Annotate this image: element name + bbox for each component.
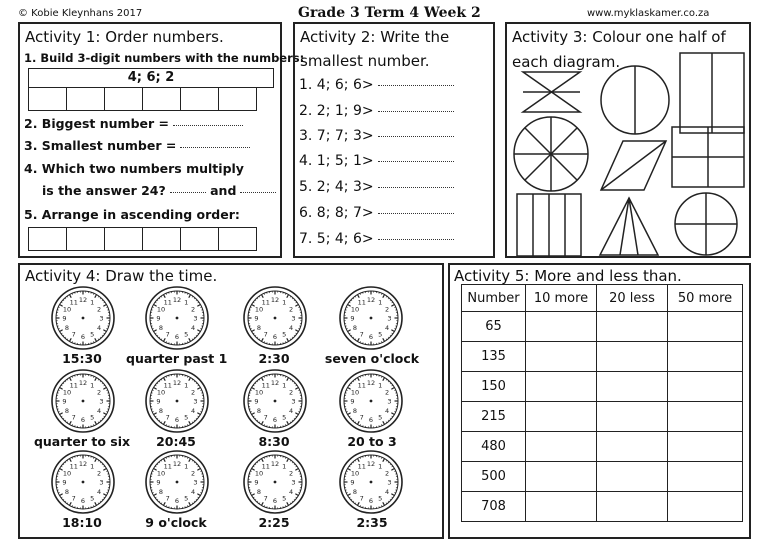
- answer-cell[interactable]: [668, 432, 743, 462]
- svg-text:5: 5: [184, 494, 189, 503]
- item-label: 1. 4; 6; 6>: [299, 77, 374, 93]
- q2-label: 2. Biggest number =: [24, 116, 169, 131]
- svg-text:12: 12: [172, 460, 182, 468]
- svg-text:10: 10: [254, 388, 264, 397]
- svg-text:6: 6: [368, 416, 374, 424]
- rectangle-strips-shape[interactable]: [517, 194, 581, 256]
- activity3-title-line1: Activity 3: Colour one half of: [512, 28, 726, 46]
- number-cell: 135: [462, 342, 526, 372]
- circle-quarters-shape[interactable]: [675, 193, 737, 255]
- answer-cell[interactable]: [67, 88, 105, 111]
- svg-text:3: 3: [193, 478, 198, 487]
- activity1-q4a: 4. Which two numbers multiply: [24, 161, 244, 176]
- activity5-panel: [448, 263, 751, 539]
- svg-text:4: 4: [190, 323, 196, 332]
- clock-label: 20 to 3: [347, 434, 397, 449]
- svg-text:10: 10: [254, 469, 264, 478]
- svg-text:10: 10: [350, 305, 360, 314]
- shapes-drawing: [507, 24, 749, 256]
- svg-text:9: 9: [156, 478, 161, 487]
- answer-cell[interactable]: [67, 228, 105, 251]
- svg-text:6: 6: [174, 497, 180, 505]
- answer-cell[interactable]: [29, 88, 67, 111]
- svg-text:4: 4: [384, 487, 390, 496]
- activity2-panel: [293, 22, 495, 258]
- activity1-q3: [24, 138, 250, 153]
- svg-text:5: 5: [90, 413, 95, 422]
- svg-text:10: 10: [350, 388, 360, 397]
- svg-text:12: 12: [270, 460, 280, 468]
- svg-text:1: 1: [378, 462, 383, 471]
- item-label: 2. 2; 1; 9>: [299, 103, 374, 119]
- svg-text:12: 12: [366, 296, 376, 304]
- clock-face-icon[interactable]: [144, 368, 210, 434]
- answer-cell[interactable]: [526, 432, 597, 462]
- clock-face-icon[interactable]: [242, 449, 308, 515]
- answer-cell[interactable]: [219, 228, 257, 251]
- svg-text:2: 2: [96, 469, 102, 478]
- svg-text:11: 11: [261, 462, 270, 471]
- item-label: 7. 5; 4; 6>: [299, 231, 374, 247]
- page-title: Grade 3 Term 4 Week 2: [298, 5, 481, 21]
- number-cell: 480: [462, 432, 526, 462]
- clock-label: 20:45: [156, 434, 196, 449]
- svg-text:7: 7: [263, 413, 268, 422]
- digits-box: 4; 6; 2: [28, 68, 274, 88]
- table-row: [462, 462, 743, 492]
- svg-text:8: 8: [64, 487, 70, 496]
- svg-text:1: 1: [184, 298, 189, 307]
- svg-text:11: 11: [357, 298, 366, 307]
- answer-cell[interactable]: [597, 492, 668, 522]
- svg-text:3: 3: [291, 314, 296, 323]
- clock-label: 18:10: [62, 515, 102, 530]
- svg-text:8: 8: [158, 323, 164, 332]
- svg-text:12: 12: [366, 379, 376, 387]
- clock-label: 2:35: [356, 515, 388, 530]
- activity2-item: [299, 231, 454, 247]
- svg-text:3: 3: [387, 314, 392, 323]
- activity2-item: [299, 103, 454, 119]
- svg-text:1: 1: [90, 381, 95, 390]
- item-label: 6. 8; 8; 7>: [299, 205, 374, 221]
- svg-text:9: 9: [62, 397, 67, 406]
- answer-cell[interactable]: [526, 462, 597, 492]
- clock-label: 2:25: [258, 515, 290, 530]
- activity1-q4b: [42, 183, 276, 198]
- svg-text:6: 6: [368, 333, 374, 341]
- svg-text:8: 8: [256, 406, 262, 415]
- svg-text:11: 11: [163, 381, 172, 390]
- svg-text:2: 2: [384, 388, 390, 397]
- svg-text:3: 3: [387, 478, 392, 487]
- svg-text:4: 4: [96, 323, 102, 332]
- col-header-10-more: 10 more: [526, 285, 597, 312]
- svg-text:5: 5: [282, 413, 287, 422]
- svg-text:8: 8: [256, 323, 262, 332]
- answer-cell[interactable]: [526, 372, 597, 402]
- table-row: [462, 372, 743, 402]
- answer-cell[interactable]: [668, 312, 743, 342]
- activity1-q1: 1. Build 3-digit numbers with the numbers:: [24, 51, 305, 65]
- svg-text:4: 4: [190, 487, 196, 496]
- answer-cell[interactable]: [668, 462, 743, 492]
- answer-cell[interactable]: [29, 228, 67, 251]
- svg-text:8: 8: [352, 487, 358, 496]
- svg-text:6: 6: [80, 333, 86, 341]
- svg-text:4: 4: [384, 406, 390, 415]
- svg-text:10: 10: [62, 388, 72, 397]
- activity1-q5: 5. Arrange in ascending order:: [24, 207, 240, 222]
- svg-text:3: 3: [291, 478, 296, 487]
- activity2-item: [299, 179, 454, 195]
- svg-text:5: 5: [184, 330, 189, 339]
- number-cell: 65: [462, 312, 526, 342]
- answer-cell[interactable]: [143, 88, 181, 111]
- clock-label: 9 o'clock: [145, 515, 207, 530]
- svg-text:4: 4: [96, 406, 102, 415]
- activity2-item: [299, 77, 454, 93]
- svg-text:10: 10: [350, 469, 360, 478]
- activity1-q2: [24, 116, 243, 131]
- svg-text:12: 12: [172, 296, 182, 304]
- svg-text:8: 8: [158, 406, 164, 415]
- svg-text:5: 5: [282, 330, 287, 339]
- svg-text:3: 3: [99, 314, 104, 323]
- copyright-text: © Kobie Kleynhans 2017: [18, 8, 143, 19]
- svg-text:9: 9: [350, 314, 355, 323]
- svg-text:1: 1: [378, 381, 383, 390]
- answer-cell[interactable]: [526, 342, 597, 372]
- svg-text:5: 5: [90, 330, 95, 339]
- rectangle-quarters-shape[interactable]: [672, 127, 744, 187]
- svg-text:7: 7: [71, 330, 76, 339]
- answer-cell[interactable]: [668, 342, 743, 372]
- answer-cell[interactable]: [105, 228, 143, 251]
- svg-text:2: 2: [384, 469, 390, 478]
- item-label: 3. 7; 7; 3>: [299, 128, 374, 144]
- svg-text:8: 8: [256, 487, 262, 496]
- activity2-item: [299, 205, 454, 221]
- svg-text:11: 11: [357, 381, 366, 390]
- clock-face-icon[interactable]: [50, 449, 116, 515]
- svg-text:1: 1: [282, 462, 287, 471]
- svg-text:2: 2: [288, 305, 294, 314]
- svg-text:9: 9: [350, 397, 355, 406]
- svg-text:10: 10: [156, 388, 166, 397]
- col-header-20-less: 20 less: [597, 285, 668, 312]
- svg-text:2: 2: [96, 388, 102, 397]
- svg-text:7: 7: [165, 494, 170, 503]
- svg-text:7: 7: [359, 494, 364, 503]
- table-row: [462, 402, 743, 432]
- svg-text:9: 9: [62, 478, 67, 487]
- col-header-number: Number: [462, 285, 526, 312]
- svg-text:4: 4: [288, 406, 294, 415]
- svg-text:11: 11: [69, 298, 78, 307]
- svg-text:7: 7: [359, 413, 364, 422]
- answer-cell[interactable]: [597, 462, 668, 492]
- table-row: [462, 312, 743, 342]
- clock-label: quarter past 1: [126, 351, 228, 366]
- item-label: 5. 2; 4; 3>: [299, 179, 374, 195]
- svg-text:11: 11: [163, 462, 172, 471]
- answer-cell[interactable]: [597, 402, 668, 432]
- svg-text:8: 8: [158, 487, 164, 496]
- svg-text:7: 7: [165, 330, 170, 339]
- more-less-table: [461, 284, 743, 522]
- svg-text:10: 10: [254, 305, 264, 314]
- clock-face-icon[interactable]: [338, 368, 404, 434]
- number-cell: 215: [462, 402, 526, 432]
- answer-cell[interactable]: [105, 88, 143, 111]
- svg-text:8: 8: [64, 406, 70, 415]
- svg-text:11: 11: [163, 298, 172, 307]
- svg-text:9: 9: [156, 397, 161, 406]
- item-label: 4. 1; 5; 1>: [299, 153, 374, 169]
- svg-text:9: 9: [156, 314, 161, 323]
- website-text: www.myklaskamer.co.za: [587, 8, 710, 19]
- number-cell: 500: [462, 462, 526, 492]
- svg-text:5: 5: [90, 494, 95, 503]
- svg-text:11: 11: [357, 462, 366, 471]
- svg-text:7: 7: [263, 494, 268, 503]
- clock-label: 15:30: [62, 351, 102, 366]
- svg-text:9: 9: [350, 478, 355, 487]
- clock-label: quarter to six: [33, 434, 131, 449]
- svg-text:2: 2: [384, 305, 390, 314]
- number-cell: 150: [462, 372, 526, 402]
- svg-text:10: 10: [62, 469, 72, 478]
- answer-cell[interactable]: [526, 312, 597, 342]
- svg-text:12: 12: [78, 379, 88, 387]
- number-cell: 708: [462, 492, 526, 522]
- clock-face-icon[interactable]: [144, 449, 210, 515]
- svg-text:2: 2: [288, 388, 294, 397]
- svg-text:1: 1: [184, 381, 189, 390]
- svg-text:12: 12: [270, 379, 280, 387]
- hourglass-shape[interactable]: [523, 72, 580, 112]
- activity4-panel: [18, 263, 444, 539]
- table-row: [462, 432, 743, 462]
- svg-text:4: 4: [190, 406, 196, 415]
- svg-text:12: 12: [78, 296, 88, 304]
- answer-cell[interactable]: [143, 228, 181, 251]
- parallelogram-shape[interactable]: [601, 141, 666, 190]
- answer-cell[interactable]: [219, 88, 257, 111]
- svg-text:6: 6: [272, 416, 278, 424]
- svg-text:12: 12: [366, 460, 376, 468]
- svg-text:5: 5: [282, 494, 287, 503]
- circle-eighths-shape[interactable]: [514, 117, 588, 191]
- rectangle-halved-shape[interactable]: [680, 53, 744, 133]
- svg-text:11: 11: [69, 381, 78, 390]
- answer-cell[interactable]: [668, 492, 743, 522]
- answer-cell[interactable]: [668, 372, 743, 402]
- svg-text:4: 4: [96, 487, 102, 496]
- svg-text:7: 7: [359, 330, 364, 339]
- circle-halved-shape[interactable]: [601, 66, 669, 134]
- svg-text:10: 10: [156, 469, 166, 478]
- svg-text:1: 1: [282, 381, 287, 390]
- svg-text:3: 3: [99, 397, 104, 406]
- svg-text:12: 12: [172, 379, 182, 387]
- activity2-item: [299, 153, 454, 169]
- svg-text:3: 3: [99, 478, 104, 487]
- svg-text:1: 1: [378, 298, 383, 307]
- svg-text:2: 2: [190, 388, 196, 397]
- svg-text:11: 11: [261, 381, 270, 390]
- svg-text:5: 5: [378, 413, 383, 422]
- answer-cell[interactable]: [597, 312, 668, 342]
- svg-text:3: 3: [291, 397, 296, 406]
- svg-text:7: 7: [165, 413, 170, 422]
- svg-text:6: 6: [174, 416, 180, 424]
- svg-text:3: 3: [193, 314, 198, 323]
- svg-text:5: 5: [184, 413, 189, 422]
- q4b-label: is the answer 24?: [42, 183, 166, 198]
- clock-face-icon[interactable]: [144, 285, 210, 351]
- svg-text:3: 3: [387, 397, 392, 406]
- table-row: [462, 342, 743, 372]
- svg-text:7: 7: [71, 494, 76, 503]
- svg-text:2: 2: [288, 469, 294, 478]
- svg-text:3: 3: [193, 397, 198, 406]
- q4-and: and: [210, 183, 237, 198]
- svg-text:12: 12: [270, 296, 280, 304]
- svg-text:7: 7: [71, 413, 76, 422]
- svg-text:2: 2: [190, 469, 196, 478]
- svg-text:2: 2: [96, 305, 102, 314]
- svg-text:12: 12: [78, 460, 88, 468]
- col-header-50-more: 50 more: [668, 285, 743, 312]
- svg-text:9: 9: [254, 397, 259, 406]
- clock-face-icon[interactable]: [50, 368, 116, 434]
- answer-cell[interactable]: [668, 402, 743, 432]
- clock-label: 8:30: [258, 434, 290, 449]
- answer-cell[interactable]: [181, 88, 219, 111]
- activity2-title-line1: Activity 2: Write the: [300, 28, 450, 46]
- svg-text:9: 9: [62, 314, 67, 323]
- svg-text:1: 1: [90, 298, 95, 307]
- ascending-answer-row: [28, 227, 257, 251]
- q3-label: 3. Smallest number =: [24, 138, 177, 153]
- svg-text:4: 4: [384, 323, 390, 332]
- svg-text:2: 2: [190, 305, 196, 314]
- answer-cell[interactable]: [597, 342, 668, 372]
- svg-text:1: 1: [90, 462, 95, 471]
- svg-text:1: 1: [282, 298, 287, 307]
- activity2-item: [299, 128, 454, 144]
- activity1-title: Activity 1: Order numbers.: [25, 28, 224, 46]
- activity4-title: Activity 4: Draw the time.: [25, 267, 218, 285]
- clock-face-icon[interactable]: [338, 285, 404, 351]
- answer-cell[interactable]: [181, 228, 219, 251]
- clock-face-icon[interactable]: [242, 285, 308, 351]
- svg-text:11: 11: [261, 298, 270, 307]
- clock-label: 2:30: [258, 351, 290, 366]
- table-row: [462, 492, 743, 522]
- svg-text:8: 8: [64, 323, 70, 332]
- svg-text:10: 10: [156, 305, 166, 314]
- clock-face-icon[interactable]: [338, 449, 404, 515]
- activity2-title-line2: smallest number.: [300, 52, 430, 70]
- answer-cell[interactable]: [526, 402, 597, 432]
- activity1-panel: [18, 22, 305, 258]
- svg-text:6: 6: [272, 333, 278, 341]
- svg-text:6: 6: [80, 497, 86, 505]
- svg-text:9: 9: [254, 478, 259, 487]
- svg-text:6: 6: [174, 333, 180, 341]
- activity3-panel: [505, 22, 751, 258]
- answer-cell[interactable]: [597, 432, 668, 462]
- svg-text:4: 4: [288, 487, 294, 496]
- activity5-title: Activity 5: More and less than.: [454, 267, 682, 285]
- svg-text:5: 5: [378, 330, 383, 339]
- svg-text:8: 8: [352, 323, 358, 332]
- svg-text:11: 11: [69, 462, 78, 471]
- svg-text:1: 1: [184, 462, 189, 471]
- clock-label: seven o'clock: [324, 351, 420, 366]
- digit-answer-row-1: [28, 87, 257, 111]
- svg-text:5: 5: [378, 494, 383, 503]
- svg-text:6: 6: [272, 497, 278, 505]
- svg-text:4: 4: [288, 323, 294, 332]
- svg-text:9: 9: [254, 314, 259, 323]
- clock-face-icon[interactable]: [50, 285, 116, 351]
- svg-text:10: 10: [62, 305, 72, 314]
- svg-text:6: 6: [80, 416, 86, 424]
- svg-text:7: 7: [263, 330, 268, 339]
- triangle-shape[interactable]: [600, 198, 658, 255]
- answer-cell[interactable]: [597, 372, 668, 402]
- activity3-title-line2: each diagram.: [512, 53, 621, 71]
- svg-text:6: 6: [368, 497, 374, 505]
- answer-cell[interactable]: [526, 492, 597, 522]
- clock-face-icon[interactable]: [242, 368, 308, 434]
- svg-text:8: 8: [352, 406, 358, 415]
